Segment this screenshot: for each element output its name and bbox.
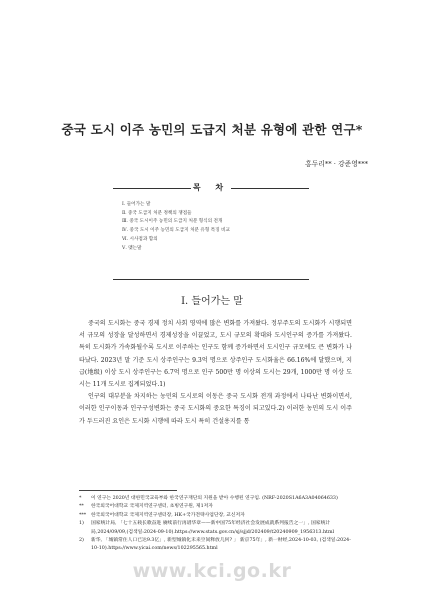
toc-item: Ⅲ. 중국 도시이주 농민의 도급지 처분 형식의 전개	[122, 219, 223, 225]
paper-title: 중국 도시 이주 농민의 도급지 처분 유형에 관한 연구*	[61, 122, 363, 137]
toc-heading: 목 차	[192, 182, 230, 192]
watermark: www.kci.go.kr	[132, 560, 292, 582]
toc-item: Ⅴ. 맺는말	[122, 245, 142, 251]
footnote-mark: **	[79, 504, 84, 510]
footnote-mark: 1)	[79, 521, 84, 527]
section-heading: Ⅰ. 들어가는 말	[181, 296, 243, 307]
body-text	[79, 318, 352, 428]
footnotes	[79, 495, 353, 554]
table-of-contents	[113, 182, 309, 280]
footnote	[79, 512, 353, 520]
footnote-text: 한국외국어대학교 국제지역연구센터장, HK+국가전략사업단장, 교신저자	[91, 512, 245, 518]
footnote-divider	[79, 490, 177, 491]
footnote	[79, 495, 353, 503]
toc-item: Ⅰ. 들어가는 말	[122, 202, 151, 207]
footnote	[79, 520, 353, 537]
footnote	[79, 537, 353, 554]
paragraph: 중국의 도시화는 중국 경제 정치 사회 영역에 많은 변화를 가져왔다. 정부주도의 도시화가 시행되면서 규모의 성장을 달성하면서 경제성장을 이끌었고, 도시 규모의 확대와 도시인구의 증가를 가져왔다. 특히 도시화가 가속화될수록 도시로 이주하는 인구도 함께 증가하면서 도시인구 규모에도 큰 변화가 나타났다. 2023년 말 기준 도시 상주인구는 9.3억 명으로 상주인구 도시화율은 66.16%에 달했으며, 지급(地级) 이상 도시 상주인구는 6.7억 명으로 인구 500만 명 이상의 도시는 29개, 1000만 명 이상 도시는 11개 도시로 집계되었다.1)	[79, 320, 352, 389]
toc-item: Ⅳ. 중국 도시 이주 농민의 도급지 처분 유형 특징 비교	[122, 228, 230, 234]
footnote-mark: *	[79, 496, 82, 501]
toc-list	[122, 201, 230, 253]
authors: 홍두리** · 강준영***	[305, 160, 368, 168]
footnote-text: 이 연구는 2020년 대한민국교육부와 한국연구재단의 지원을 받아 수행된 연구임. (NRF-2020S1A6A3A04064633)	[91, 496, 338, 501]
footnote-mark: ***	[79, 512, 87, 518]
paragraph: 인구의 대부분을 차지하는 농민의 도시로의 이동은 중국 도시화 전개 과정에서 나타난 변화이면서, 이러한 인구이동과 인구구성변화는 중국 도시화의 중요한 특징이 되고있다.2) 이러한 농민의 도시 이주가 두드러진 요인은 도시화 시행에 따라 도시 특히 건설용지를 통	[79, 393, 352, 425]
footnote	[79, 503, 353, 511]
footnote-mark: 2)	[79, 538, 84, 544]
toc-item: Ⅵ. 시사점과 함의	[122, 236, 158, 242]
footnote-text: 한국외국어대학교 국제지역연구센터, 초빙연구원, 제1저자	[91, 504, 213, 510]
toc-item: Ⅱ. 중국 도급지 처분 정책의 쟁점들	[122, 210, 192, 216]
footnote-text: 新华, 「城镇常住人口已达9.3亿」, 新型城镇化未来空间释放几何? 」 新京75年」, 新一财经,2024-10-03, (검색일:2024-10-10).https://www.yicai.com/news/102295565.html	[91, 538, 351, 552]
footnote-text: 国家统计局, 「七十五载长歌奋进 赓续前行再谱华章——新中国75年经济社会发展成就系列报告之一」, 国家统计局,2024/09/09,(검색일:2024-09-10).https://www.stats.gov.cn/sj/sjjd/202409/t20240909_1956313.html	[91, 521, 335, 535]
